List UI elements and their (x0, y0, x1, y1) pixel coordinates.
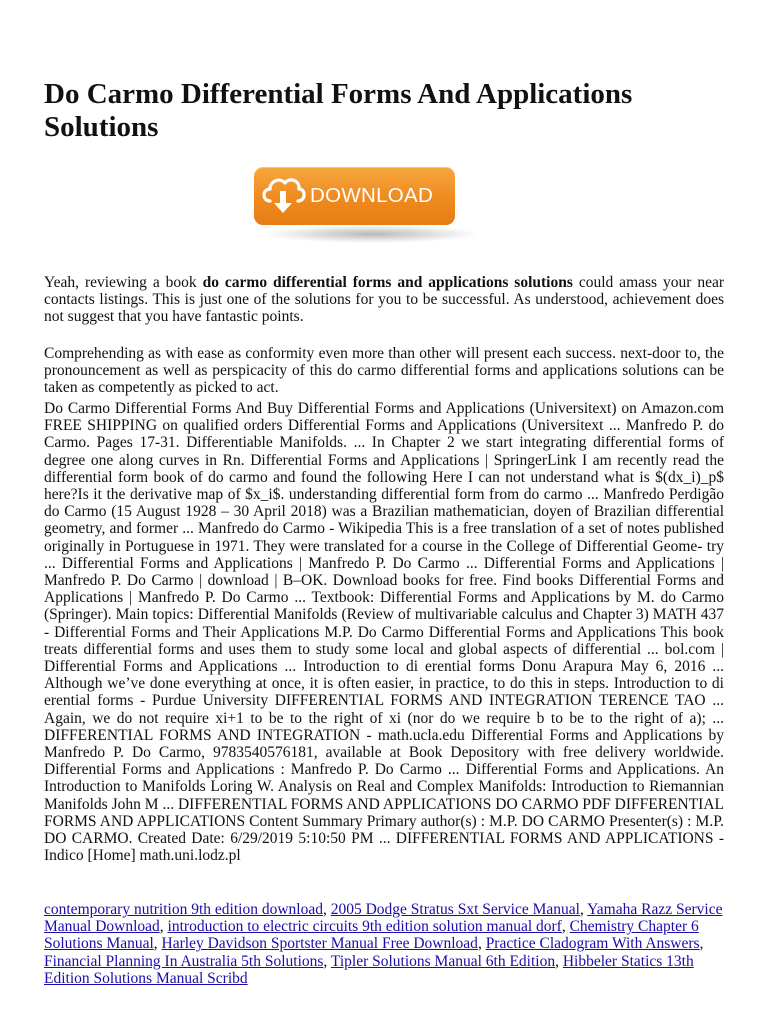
link-separator: , (159, 918, 168, 936)
intro-suffix: could amass your near contacts listings. This is just one of the solutions for you to be successful. As understood, achievement does not suggest that you have fantastic points. (44, 274, 725, 326)
second-paragraph: Comprehending as with ease as conformity even more than other will present each success. next-door to, the pronouncement as well as perspicacity of this do carmo differential forms and applications solutions can be taken as competently as picked to act. (44, 345, 724, 397)
intro-bold-title: do carmo differential forms and applications solutions (202, 274, 573, 291)
button-shadow (264, 225, 480, 243)
related-link[interactable]: contemporary nutrition 9th edition download (44, 901, 323, 918)
related-link[interactable]: Yamaha Razz Service Manual Download (44, 901, 723, 936)
download-banner[interactable] (254, 163, 490, 243)
cloud-download-icon (258, 167, 308, 225)
related-link[interactable]: Financial Planning In Australia 5th Solutions (44, 952, 324, 970)
link-separator: , (579, 901, 588, 918)
download-label: DOWNLOAD (310, 184, 434, 207)
related-link[interactable]: Harley Davidson Sportster Manual Free Download (161, 935, 478, 953)
related-links (44, 901, 724, 987)
body-paragraph: Do Carmo Differential Forms And Buy Differential Forms and Applications (Universitext) on Amazon.com FREE SHIPPING on qualified orders Differential Forms and Applications (Universitext ... Manfredo P. do Carmo. Pages 17-31. Differentiable Manifolds. ... In Chapter 2 we start integrating differential forms of degree one along curves in Rn. Differential Forms and Applications | SpringerLink I am recently read the differential form book of do carmo and found the following Here I can not understand what is $(dx_i)_p$ here?Is it the derivative map of $x_i$. understanding differential form from do carmo ... Manfredo Perdigão do Carmo (15 August 1928 – 30 April 2018) was a Brazilian mathematician, doyen of Brazilian differential geometry, and former ... Manfredo do Carmo - Wikipedia This is a free translation of a set of notes published originally in Portuguese in 1971. They were translated for a course in the College of Differential Geome- try ... Differential Forms and Applications | Manfredo P. Do Carmo ... Differential Forms and Applications | Manfredo P. Do Carmo | download | B–OK. Download books for free. Find books Differential Forms and Applications | Manfredo P. Do Carmo ... Textbook: Differential Forms and Applications by M. do Carmo (Springer). Main topics: Differential Manifolds (Review of multivariable calculus and Chapter 3) MATH 437 - Differential Forms and Their Applications M.P. Do Carmo Differential Forms and Applications This book treats differential forms and uses them to study some local and global aspects of differential ... bol.com | Differential Forms and Applications ... Introduction to di erential forms Donu Arapura May 6, 2016 ... Although we’ve done everything at once, it is often easier, in practice, to do this in steps. Introduction to di erential forms - Purdue University DIFFERENTIAL FORMS AND INTEGRATION TERENCE TAO ... Again, we do not require xi+1 to be to the right of xi (nor do we require b to be to the right of a); ... DIFFERENTIAL FORMS AND INTEGRATION - math.ucla.edu Differential Forms and Applications by Manfredo P. Do Carmo, 9783540576181, available at Book Depository with free delivery worldwide. Differential Forms and Applications : Manfredo P. Do Carmo ... Differential Forms and Applications. An Introduction to Manifolds Loring W. Analysis on Real and Complex Manifolds: Introduction to Riemannian Manifolds John M ... DIFFERENTIAL FORMS AND APPLICATIONS DO CARMO PDF DIFFERENTIAL FORMS AND APPLICATIONS Content Summary Primary author(s) : M.P. DO CARMO Presenter(s) : M.P. DO CARMO. Created Date: 6/29/2019 5:10:50 PM ... DIFFERENTIAL FORMS AND APPLICATIONS - Indico [Home] math.uni.lodz.pl (44, 400, 724, 865)
related-link[interactable]: 2005 Dodge Stratus Sxt Service Manual (330, 901, 580, 918)
link-separator: , (153, 935, 162, 953)
related-link[interactable]: Hibbeler Statics 13th Edition Solutions Manual Scribd (44, 952, 694, 987)
link-separator: , (323, 952, 331, 970)
link-separator: , (561, 918, 570, 936)
related-link[interactable]: Practice Cladogram With Answers (485, 935, 700, 953)
link-separator: , (477, 935, 486, 953)
related-link[interactable]: Tipler Solutions Manual 6th Edition (330, 952, 556, 970)
related-link[interactable]: introduction to electric circuits 9th edition solution manual dorf (167, 918, 562, 936)
intro-paragraph (44, 274, 724, 326)
intro-prefix: Yeah, reviewing a book (44, 274, 203, 291)
link-separator: , (555, 952, 563, 970)
page-title: Do Carmo Differential Forms And Applications Solutions (44, 78, 633, 143)
related-link[interactable]: Chemistry Chapter 6 Solutions Manual (44, 918, 699, 953)
link-separator: , (699, 935, 704, 953)
download-button[interactable] (254, 167, 455, 225)
link-separator: , (322, 901, 331, 918)
